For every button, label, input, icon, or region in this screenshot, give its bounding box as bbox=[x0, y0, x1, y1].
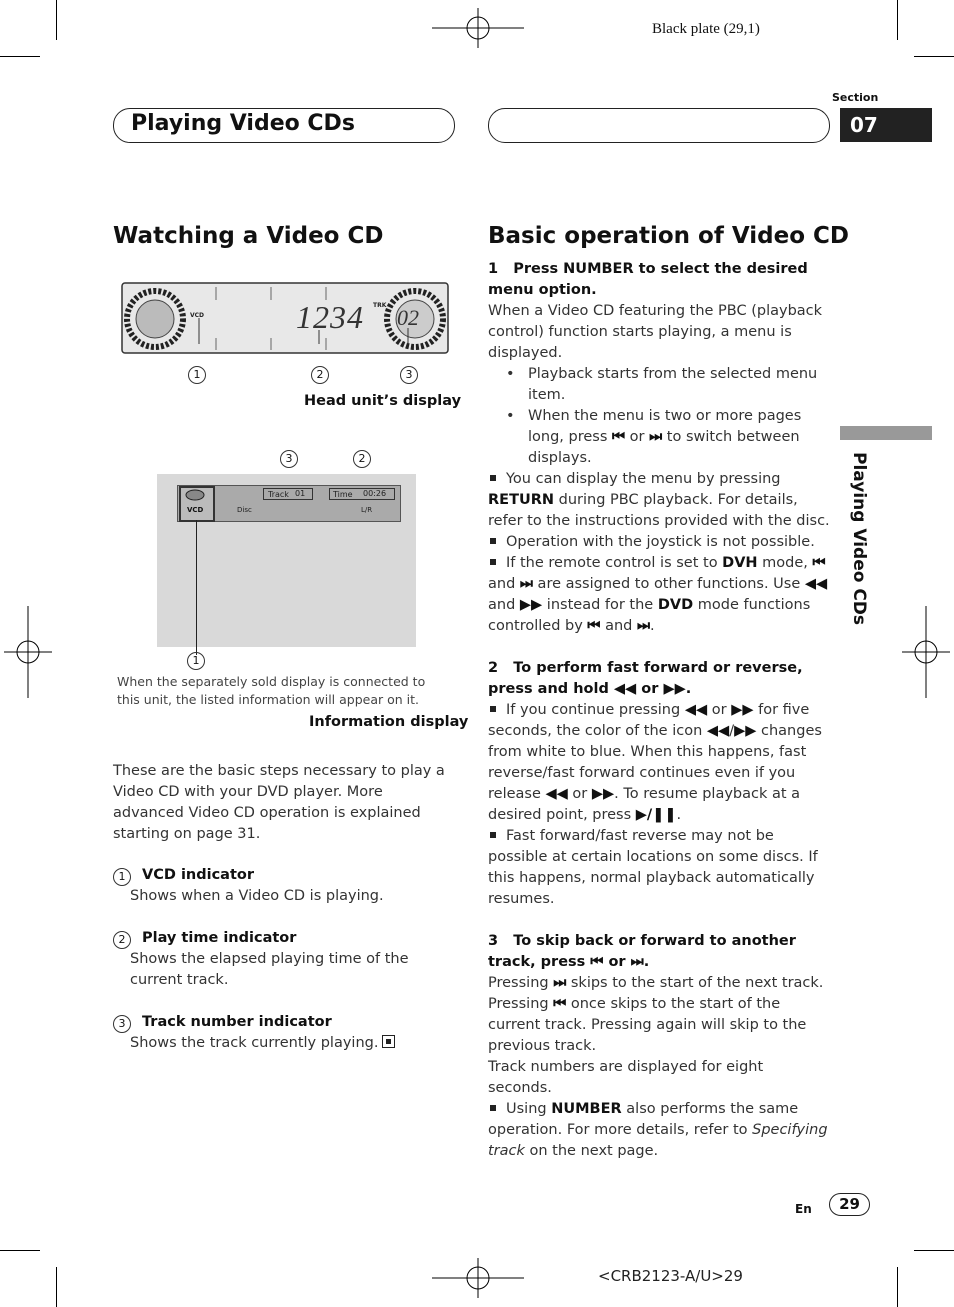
fast-forward-icon: ▶▶ bbox=[731, 702, 754, 718]
crop-mark bbox=[0, 56, 40, 57]
registration-mark-icon bbox=[432, 1258, 524, 1298]
step-1-body: When a Video CD featuring the PBC (playback control) function starts playing, a menu is displayed. bbox=[488, 303, 823, 361]
play-pause-icon: ▶/❚❚ bbox=[635, 807, 677, 823]
item-title: VCD indicator bbox=[142, 867, 255, 883]
note-item: If you continue pressing ◀◀ or ▶▶ for five seconds, the color of the icon ◀◀/▶▶ changes from white to blue. When this happens, fast reverse/fast forward continues even if you release ◀◀ or ▶▶. To resume playback at a desired point, press ▶/❚❚. bbox=[488, 702, 822, 823]
prev-icon: ⏮ bbox=[590, 954, 604, 970]
right-column-text bbox=[488, 259, 831, 1162]
side-tab-bar bbox=[840, 426, 932, 440]
crop-mark bbox=[0, 1250, 40, 1251]
spacer bbox=[488, 910, 831, 931]
info-display-caption: Information display bbox=[309, 714, 469, 730]
section-number: 07 bbox=[840, 108, 932, 142]
section-label: Section bbox=[832, 91, 879, 104]
registration-mark-icon bbox=[432, 8, 524, 48]
callout-2: 2 bbox=[311, 366, 329, 384]
blank-pill bbox=[488, 108, 830, 143]
step-3-body-2: Track numbers are displayed for eight seconds. bbox=[488, 1059, 764, 1096]
side-tab-label: Playing Video CDs bbox=[849, 452, 869, 626]
note-square-icon bbox=[490, 538, 496, 544]
end-mark-icon bbox=[382, 1035, 395, 1048]
indicator-list bbox=[113, 865, 453, 1054]
crop-mark bbox=[56, 0, 57, 40]
note-square-icon bbox=[490, 559, 496, 565]
note-square-icon bbox=[490, 475, 496, 481]
crop-mark bbox=[56, 1267, 57, 1307]
fast-forward-icon: ▶▶ bbox=[519, 597, 543, 613]
rewind-icon: ◀◀ bbox=[706, 723, 730, 739]
callout-1: 1 bbox=[188, 366, 206, 384]
track-number-indicator: 02 bbox=[397, 305, 419, 330]
track-label: Track bbox=[263, 488, 313, 500]
registration-mark-icon bbox=[902, 606, 950, 698]
item-number: 3 bbox=[113, 1015, 131, 1033]
item-text: Shows the elapsed playing time of the current track. bbox=[130, 951, 409, 988]
right-section-title: Basic operation of Video CD bbox=[488, 223, 849, 249]
language-label: En bbox=[795, 1202, 812, 1216]
item-title: Play time indicator bbox=[142, 930, 297, 946]
plate-label: Black plate (29,1) bbox=[652, 21, 760, 37]
item-number: 1 bbox=[113, 868, 131, 886]
info-display-note: When the separately sold display is connected to this unit, the listed information will appear on it. bbox=[117, 674, 426, 707]
item-number: 2 bbox=[113, 931, 131, 949]
prev-icon: ⏮ bbox=[612, 429, 626, 445]
rewind-icon: ◀◀ bbox=[613, 681, 637, 697]
trk-label: TRK bbox=[373, 302, 387, 309]
note-item: You can display the menu by pressing RETURN during PBC playback. For details, refer to the instructions provided with the disc. bbox=[488, 471, 830, 529]
callout-1: 1 bbox=[187, 652, 205, 670]
crop-mark bbox=[914, 56, 954, 57]
note-square-icon bbox=[490, 706, 496, 712]
vcd-label: VCD bbox=[187, 506, 204, 514]
step-2-heading: 2 To perform fast forward or reverse, press and hold ◀◀ or ▶▶. bbox=[488, 660, 803, 697]
note-item: If the remote control is set to DVH mode, ⏮ and ⏭ are assigned to other functions. Use ◀◀ and ▶▶ instead for the DVD mode functions controlled by ⏮ and ⏭. bbox=[488, 555, 828, 634]
crop-mark bbox=[897, 1267, 898, 1307]
note-square-icon bbox=[490, 832, 496, 838]
prev-icon: ⏮ bbox=[587, 618, 601, 634]
note-square-icon bbox=[490, 1105, 496, 1111]
callout-line bbox=[196, 520, 197, 655]
vcd-indicator: VCD bbox=[190, 312, 205, 319]
crop-mark bbox=[897, 0, 898, 40]
fast-forward-icon: ▶▶ bbox=[734, 723, 757, 739]
disc-icon bbox=[185, 488, 205, 502]
spacer bbox=[488, 637, 831, 658]
next-icon: ⏭ bbox=[649, 429, 663, 445]
callout-3: 3 bbox=[400, 366, 418, 384]
step-3-heading: 3 To skip back or forward to another track, press ⏮ or ⏭. bbox=[488, 933, 796, 970]
crop-mark bbox=[914, 1250, 954, 1251]
time-label: Time bbox=[329, 488, 395, 500]
item-title: Track number indicator bbox=[142, 1014, 332, 1030]
prev-icon: ⏮ bbox=[553, 996, 567, 1012]
note-item: Fast forward/fast reverse may not be possible at certain locations on some discs. If this happens, normal playback automatically resumes. bbox=[488, 828, 818, 907]
information-display bbox=[157, 474, 416, 647]
registration-mark-icon bbox=[4, 606, 52, 698]
list-item bbox=[113, 865, 453, 928]
time-value: 00:26 bbox=[363, 489, 387, 498]
prev-icon: ⏮ bbox=[812, 555, 826, 571]
note-item: Operation with the joystick is not possible. bbox=[488, 532, 831, 553]
head-unit-caption: Head unit’s display bbox=[304, 393, 462, 409]
rewind-icon: ◀◀ bbox=[545, 786, 568, 802]
audio-channel: L/R bbox=[361, 506, 373, 514]
list-item bbox=[113, 1012, 453, 1054]
callout-3: 3 bbox=[280, 450, 298, 468]
item-text: Shows when a Video CD is playing. bbox=[130, 888, 384, 904]
chapter-title: Playing Video CDs bbox=[131, 111, 355, 136]
intro-paragraph: These are the basic steps necessary to play a Video CD with your DVD player. More advanced Video CD operation is explained starting on page 31. bbox=[113, 763, 445, 842]
item-text: Shows the track currently playing. bbox=[130, 1033, 450, 1054]
next-icon: ⏭ bbox=[553, 975, 567, 991]
fast-forward-icon: ▶▶ bbox=[591, 786, 615, 802]
disc-mode: Disc bbox=[237, 506, 252, 514]
page-number: 29 bbox=[829, 1193, 870, 1216]
fast-forward-icon: ▶▶ bbox=[663, 681, 686, 697]
step-3-body: Pressing ⏭ skips to the start of the next track. Pressing ⏮ once skips to the start of the current track. Pressing again will skip to the previous track. bbox=[488, 975, 824, 1054]
list-item bbox=[113, 928, 453, 1012]
left-section-title: Watching a Video CD bbox=[113, 223, 384, 249]
next-icon: ⏭ bbox=[519, 576, 533, 592]
note-item: Using NUMBER also performs the same operation. For more details, refer to Specifying track on the next page. bbox=[488, 1101, 828, 1159]
bullet-item: • When the menu is two or more pages long, press ⏮ or ⏭ to switch between displays. bbox=[488, 406, 831, 469]
rewind-icon: ◀◀ bbox=[684, 702, 708, 718]
play-time-indicator: 1234 bbox=[296, 299, 364, 335]
next-icon: ⏭ bbox=[636, 618, 651, 634]
document-code: <CRB2123-A/U>29 bbox=[598, 1267, 743, 1285]
step-1-heading: 1 Press NUMBER to select the desired menu option. bbox=[488, 261, 808, 298]
rewind-icon: ◀◀ bbox=[804, 576, 828, 592]
callout-2: 2 bbox=[353, 450, 371, 468]
head-unit-display bbox=[121, 282, 449, 354]
bullet-item: • Playback starts from the selected menu item. bbox=[488, 364, 831, 406]
next-icon: ⏭ bbox=[630, 954, 644, 970]
track-value: 01 bbox=[295, 489, 306, 498]
